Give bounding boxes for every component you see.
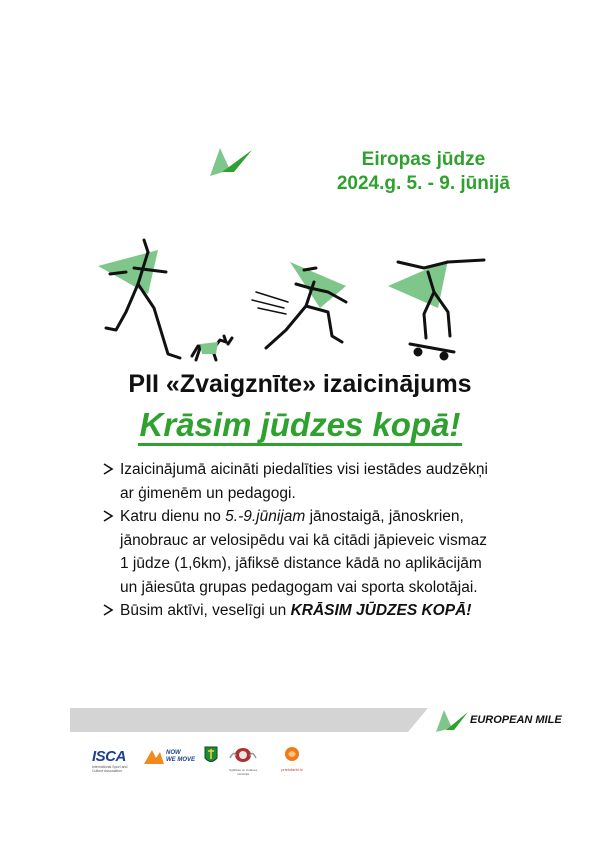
priekdarbi-icon (284, 746, 300, 762)
priekdarbi-text: priekdarbi.lv (281, 767, 303, 772)
dog-shape (200, 342, 218, 354)
event-title-dates: 2024.g. 5. - 9. jūnijā (336, 173, 510, 194)
athlete-skateboarding-icon (388, 260, 484, 359)
list-item (102, 599, 492, 625)
now-we-move-text (166, 750, 195, 764)
event-title (337, 148, 510, 196)
bullet-arrow-icon (102, 458, 120, 505)
latvia-ministry-text: Izglītības un zinātnes ministrija (228, 768, 258, 776)
now-we-move-logo (144, 748, 195, 766)
athletes-illustration (88, 232, 508, 366)
latvia-ministry-logo (228, 746, 258, 776)
challenge-slogan-text: Krāsim jūdzes kopā! (138, 406, 463, 446)
challenge-title: PII «Zvaigznīte» izaicinājums (128, 370, 472, 398)
list-item-suffix: jānostaigā, jānoskrien, jānobrauc ar velosipēdu vai kā citādi jāpieveic vismaz 1 jūdze (1,6km), jāfiksē distance kādā no aplikācijām un jāiesūta grupas pedagogam vai sporta skolotājai. (120, 508, 488, 596)
priekdarbi-logo (272, 746, 312, 772)
bullet-arrow-icon (102, 505, 120, 599)
list-item-prefix: Būsim aktīvi, veselīgi un (120, 602, 291, 619)
challenge-slogan (0, 406, 600, 444)
list-item-text (120, 599, 492, 625)
list-item (102, 505, 492, 599)
athlete-running-icon (252, 262, 346, 348)
european-mile-brand: EUROPEAN MILE (470, 714, 562, 726)
list-item-callout: KRĀSIM JŪDZES KOPĀ! (290, 602, 472, 619)
now-we-move-line2: WE MOVE (166, 757, 196, 763)
list-item-text (120, 505, 492, 599)
isca-logo-subtitle: International Sport and Culture Association (92, 765, 128, 773)
isca-logo (92, 748, 138, 773)
footer-band (70, 708, 428, 732)
athlete-walking-dog-icon (98, 240, 232, 360)
list-item-dates: 5.-9.jūnijam (225, 508, 306, 525)
now-we-move-line1: NOW (166, 750, 181, 756)
now-we-move-icon (144, 748, 164, 766)
sponsor-logos (92, 746, 322, 776)
bullet-arrow-icon (102, 599, 120, 625)
event-title-line1: Eiropas jūdze (361, 149, 486, 170)
latvia-emblem-icon (228, 746, 258, 764)
european-mile-logo-icon (208, 142, 254, 178)
isca-logo-text: ISCA (92, 748, 126, 765)
list-item (102, 458, 492, 505)
list-item-text: Izaicinājumā aicināti piedalīties visi iestādes audzēkņi ar ģimenēm un pedagogi. (120, 461, 488, 502)
coat-of-arms-icon (204, 746, 218, 766)
list-item-prefix: Katru dienu no (120, 508, 226, 525)
instructions-list (102, 458, 492, 625)
